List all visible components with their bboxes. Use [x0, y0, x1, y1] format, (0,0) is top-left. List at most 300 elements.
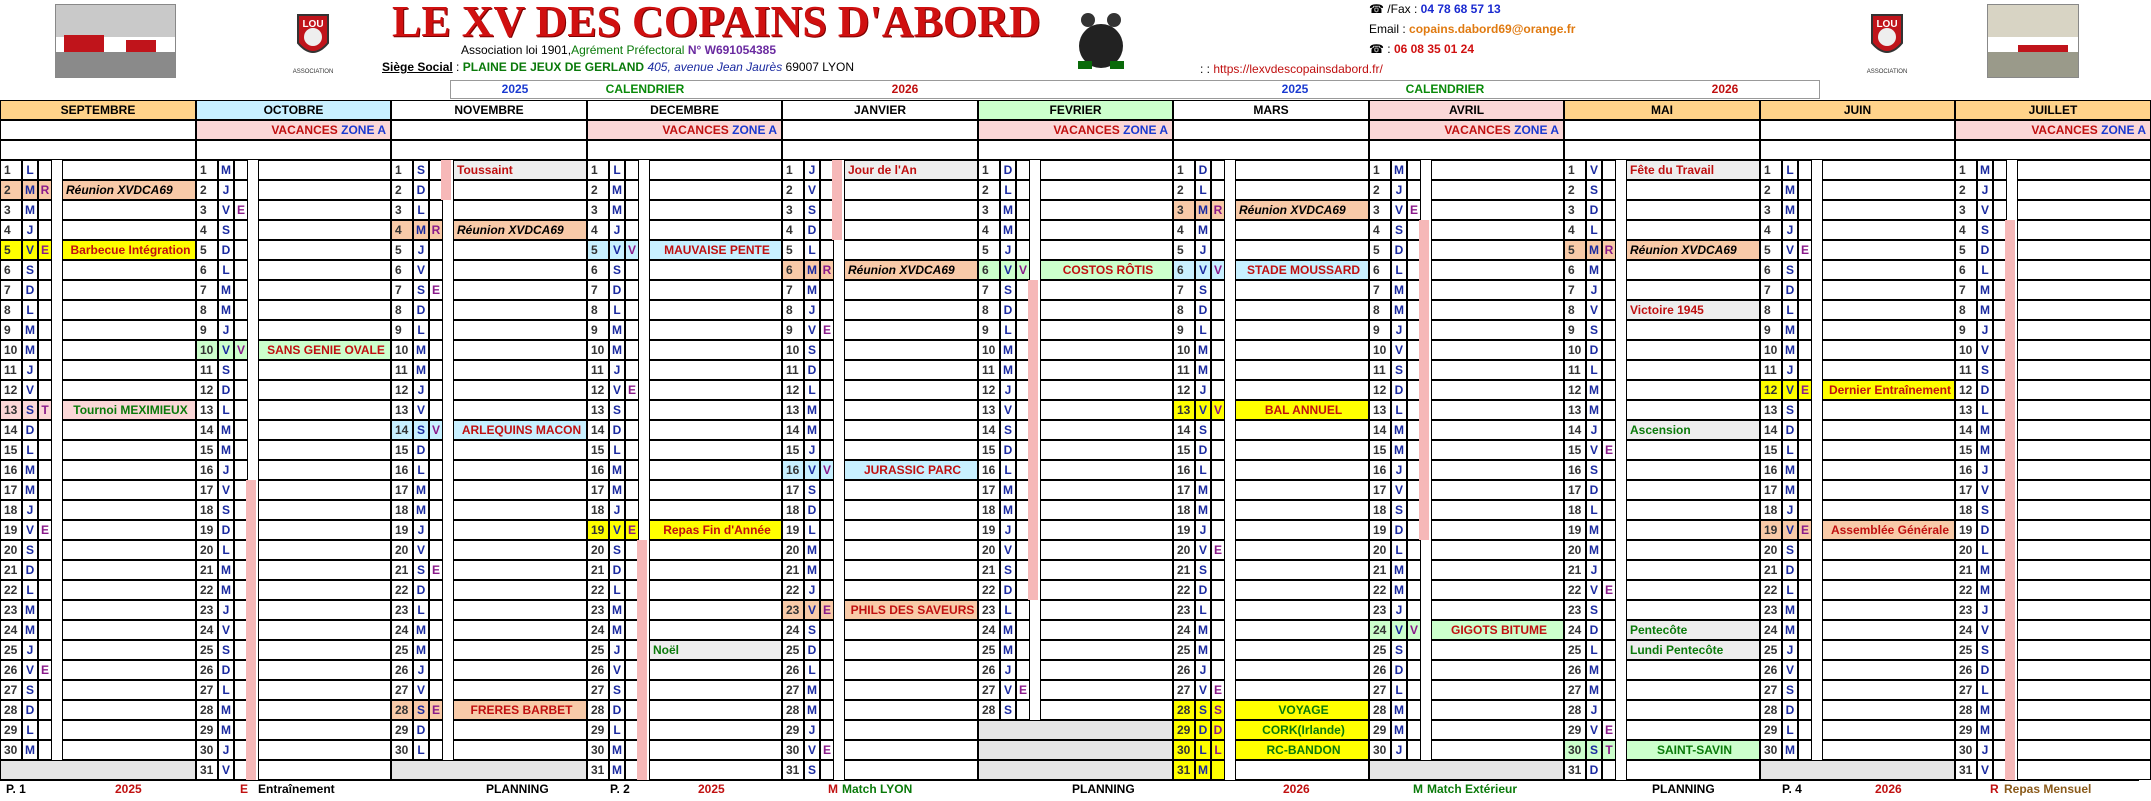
event-tag — [234, 420, 248, 440]
day-number: 19 — [1173, 520, 1195, 540]
event-label — [1822, 280, 1955, 300]
year-bar-label: 2025 — [501, 82, 529, 96]
day-letter: J — [609, 640, 625, 660]
event-tag — [1798, 700, 1812, 720]
day-number: 5 — [782, 240, 804, 260]
event-tag — [1407, 580, 1421, 600]
day-number: 12 — [1564, 380, 1586, 400]
day-number: 11 — [1955, 360, 1977, 380]
day-letter: D — [1391, 380, 1407, 400]
event-label — [2017, 720, 2151, 740]
event-tag: V — [1211, 400, 1225, 420]
event-label — [1040, 680, 1173, 700]
day-letter: V — [1977, 480, 1993, 500]
day-number: 6 — [391, 260, 413, 280]
day-letter: M — [804, 560, 820, 580]
event-label — [1431, 600, 1564, 620]
day-letter: L — [1586, 500, 1602, 520]
event-label — [258, 380, 391, 400]
event-label — [1431, 520, 1564, 540]
day-letter: S — [1391, 640, 1407, 660]
day-letter: S — [1977, 640, 1993, 660]
event-tag — [1602, 600, 1616, 620]
day-number: 16 — [1955, 460, 1977, 480]
day-letter: S — [609, 260, 625, 280]
event-label — [844, 540, 978, 560]
event-label — [649, 460, 782, 480]
event-label — [1040, 160, 1173, 180]
day-letter: D — [22, 700, 38, 720]
event-label — [1822, 260, 1955, 280]
month-header: AVRIL — [1369, 100, 1564, 120]
day-number: 3 — [1760, 200, 1782, 220]
event-label — [1431, 320, 1564, 340]
day-letter: S — [413, 700, 429, 720]
footer-item: 2026 — [1283, 782, 1310, 796]
clubhouse-photo-right — [1987, 4, 2079, 78]
event-label — [1626, 440, 1760, 460]
event-label — [844, 560, 978, 580]
event-tag — [1211, 460, 1225, 480]
day-letter: L — [1195, 320, 1211, 340]
day-number: 27 — [0, 680, 22, 700]
event-label — [649, 340, 782, 360]
event-tag — [1798, 360, 1812, 380]
event-label: Victoire 1945 — [1626, 300, 1760, 320]
event-label: Réunion XVDCA69 — [62, 180, 196, 200]
event-tag: E — [1407, 200, 1421, 220]
day-number: 4 — [1760, 220, 1782, 240]
day-letter: J — [1000, 240, 1016, 260]
event-label — [1040, 660, 1173, 680]
day-letter: D — [609, 560, 625, 580]
day-number: 9 — [1760, 320, 1782, 340]
event-label — [649, 300, 782, 320]
event-label — [62, 300, 196, 320]
day-letter: M — [22, 460, 38, 480]
event-tag — [429, 440, 443, 460]
day-letter: L — [804, 380, 820, 400]
day-letter: M — [804, 260, 820, 280]
day-number: 1 — [1173, 160, 1195, 180]
day-letter: V — [1391, 480, 1407, 500]
day-letter: D — [1977, 380, 1993, 400]
day-number: 7 — [0, 280, 22, 300]
event-tag: E — [234, 200, 248, 220]
event-label — [649, 540, 782, 560]
event-tag — [1798, 260, 1812, 280]
day-number: 27 — [196, 680, 218, 700]
day-number: 29 — [782, 720, 804, 740]
day-letter: M — [1977, 580, 1993, 600]
day-number: 20 — [782, 540, 804, 560]
event-label — [62, 660, 196, 680]
day-letter: L — [609, 300, 625, 320]
event-tag — [38, 260, 52, 280]
event-tag — [429, 580, 443, 600]
day-letter: V — [609, 660, 625, 680]
event-tag — [1798, 320, 1812, 340]
event-tag — [429, 540, 443, 560]
event-label — [1235, 160, 1369, 180]
day-letter: M — [1000, 620, 1016, 640]
event-label: ARLEQUINS MACON — [453, 420, 587, 440]
event-label — [258, 480, 391, 500]
month-header: NOVEMBRE — [391, 100, 587, 120]
event-label — [844, 700, 978, 720]
event-label — [1040, 180, 1173, 200]
event-tag — [38, 500, 52, 520]
event-label — [258, 220, 391, 240]
day-number: 5 — [391, 240, 413, 260]
day-number: 3 — [978, 200, 1000, 220]
day-letter: V — [1195, 260, 1211, 280]
day-number: 23 — [196, 600, 218, 620]
event-label — [649, 740, 782, 760]
day-letter: L — [1977, 680, 1993, 700]
event-label — [1235, 500, 1369, 520]
day-letter: M — [22, 320, 38, 340]
day-letter: M — [1391, 560, 1407, 580]
event-label — [1822, 160, 1955, 180]
vacances-label — [1955, 120, 2151, 140]
event-tag — [1798, 560, 1812, 580]
year-bar-label: 2026 — [891, 82, 919, 96]
event-tag — [1211, 300, 1225, 320]
day-number: 15 — [1955, 440, 1977, 460]
event-tag — [1602, 300, 1616, 320]
event-tag — [1798, 220, 1812, 240]
day-number: 23 — [978, 600, 1000, 620]
day-letter: D — [413, 180, 429, 200]
event-label — [1431, 560, 1564, 580]
day-number: 9 — [1955, 320, 1977, 340]
event-label — [258, 360, 391, 380]
event-label: Repas Fin d'Année — [649, 520, 782, 540]
event-label — [1822, 560, 1955, 580]
day-number: 26 — [978, 660, 1000, 680]
day-number: 21 — [1760, 560, 1782, 580]
day-letter: S — [609, 680, 625, 700]
day-number: 22 — [1369, 580, 1391, 600]
day-letter: S — [804, 340, 820, 360]
website[interactable]: : : https://lexvdescopainsdabord.fr/ — [1200, 62, 1383, 76]
event-label — [1822, 460, 1955, 480]
day-letter: V — [1586, 300, 1602, 320]
event-tag — [429, 240, 443, 260]
event-tag — [1407, 180, 1421, 200]
day-letter: M — [1391, 280, 1407, 300]
day-number: 28 — [1369, 700, 1391, 720]
month-spacer — [196, 140, 391, 160]
event-tag: E — [820, 740, 834, 760]
event-label — [258, 760, 391, 780]
day-number: 2 — [1173, 180, 1195, 200]
event-label — [2017, 740, 2151, 760]
event-tag — [234, 400, 248, 420]
event-label — [453, 240, 587, 260]
event-label — [258, 560, 391, 580]
day-letter: V — [413, 680, 429, 700]
day-letter: V — [609, 520, 625, 540]
day-letter: D — [609, 280, 625, 300]
vacation-bar — [1028, 280, 1038, 600]
day-number: 13 — [587, 400, 609, 420]
day-number: 15 — [1173, 440, 1195, 460]
day-number: 12 — [1173, 380, 1195, 400]
logo-bottom-text: ASSOCIATION — [292, 69, 334, 75]
event-tag — [1211, 420, 1225, 440]
event-label — [258, 520, 391, 540]
event-label — [1822, 700, 1955, 720]
day-letter: M — [1977, 160, 1993, 180]
event-tag — [1798, 740, 1812, 760]
event-tag — [38, 340, 52, 360]
day-letter: J — [22, 360, 38, 380]
day-letter: M — [1782, 480, 1798, 500]
day-letter: D — [1000, 160, 1016, 180]
day-number: 10 — [196, 340, 218, 360]
day-letter: D — [804, 500, 820, 520]
day-letter: M — [609, 320, 625, 340]
day-letter: S — [413, 560, 429, 580]
day-number: 30 — [196, 740, 218, 760]
event-label — [1235, 360, 1369, 380]
day-number: 15 — [1369, 440, 1391, 460]
month-spacer — [782, 140, 978, 160]
day-number: 27 — [1760, 680, 1782, 700]
event-label — [1040, 220, 1173, 240]
event-tag — [1798, 600, 1812, 620]
day-number: 25 — [391, 640, 413, 660]
event-label — [1040, 280, 1173, 300]
footer-item: PLANNING — [486, 782, 549, 796]
event-label — [1431, 720, 1564, 740]
day-letter: M — [218, 560, 234, 580]
day-number: 22 — [587, 580, 609, 600]
day-letter: D — [1195, 580, 1211, 600]
event-label — [1235, 320, 1369, 340]
day-letter: S — [413, 280, 429, 300]
event-tag: V — [1016, 260, 1030, 280]
day-letter: S — [22, 680, 38, 700]
day-letter: J — [1977, 460, 1993, 480]
event-tag — [1602, 280, 1616, 300]
day-letter: L — [609, 160, 625, 180]
month-header: FEVRIER — [978, 100, 1173, 120]
event-label — [1431, 700, 1564, 720]
event-tag — [234, 300, 248, 320]
event-tag — [234, 440, 248, 460]
day-number: 14 — [0, 420, 22, 440]
day-letter: M — [804, 700, 820, 720]
event-label — [1626, 220, 1760, 240]
day-number: 18 — [1955, 500, 1977, 520]
day-number: 27 — [782, 680, 804, 700]
year-bar-label: CALENDRIER — [1405, 82, 1485, 96]
event-tag — [234, 240, 248, 260]
event-tag — [38, 700, 52, 720]
day-letter: M — [1782, 340, 1798, 360]
vacances-label — [587, 120, 782, 140]
zone-word: ZONE A — [1514, 123, 1559, 137]
event-label: Jour de l'An — [844, 160, 978, 180]
vacances-word: VACANCES — [1053, 123, 1124, 137]
day-number: 10 — [0, 340, 22, 360]
event-label — [453, 640, 587, 660]
day-number: 17 — [587, 480, 609, 500]
event-tag — [234, 260, 248, 280]
footer-item: 2025 — [698, 782, 725, 796]
event-label — [1626, 700, 1760, 720]
day-letter: V — [1000, 680, 1016, 700]
event-label: Réunion XVDCA69 — [1235, 200, 1369, 220]
day-letter: L — [1391, 400, 1407, 420]
event-label: Barbecue Intégration — [62, 240, 196, 260]
day-letter: S — [1000, 420, 1016, 440]
event-tag: V — [625, 240, 639, 260]
day-number: 21 — [1564, 560, 1586, 580]
day-letter: S — [1195, 560, 1211, 580]
event-label — [649, 380, 782, 400]
event-tag — [1211, 280, 1225, 300]
day-letter: V — [609, 380, 625, 400]
event-label — [844, 520, 978, 540]
event-tag — [625, 300, 639, 320]
event-tag — [38, 620, 52, 640]
day-number: 31 — [782, 760, 804, 780]
day-number: 24 — [1173, 620, 1195, 640]
day-number: 5 — [1173, 240, 1195, 260]
day-letter: M — [413, 640, 429, 660]
footer-item: PLANNING — [1072, 782, 1135, 796]
day-number: 29 — [1760, 720, 1782, 740]
day-number: 24 — [1369, 620, 1391, 640]
event-label — [1626, 460, 1760, 480]
day-letter: S — [1977, 500, 1993, 520]
event-label — [1431, 160, 1564, 180]
event-label — [1822, 360, 1955, 380]
day-letter: L — [804, 520, 820, 540]
day-number: 9 — [196, 320, 218, 340]
event-tag — [1602, 700, 1616, 720]
event-label — [258, 180, 391, 200]
day-letter: M — [218, 720, 234, 740]
event-label — [1626, 520, 1760, 540]
day-number: 23 — [1564, 600, 1586, 620]
day-number: 10 — [1955, 340, 1977, 360]
day-number: 15 — [391, 440, 413, 460]
event-tag — [820, 680, 834, 700]
event-tag — [1602, 680, 1616, 700]
day-number: 11 — [1369, 360, 1391, 380]
event-label — [453, 320, 587, 340]
day-letter: M — [804, 680, 820, 700]
day-letter: S — [1586, 180, 1602, 200]
day-number: 24 — [978, 620, 1000, 640]
day-letter: D — [1195, 440, 1211, 460]
day-number: 2 — [587, 180, 609, 200]
day-letter: M — [609, 480, 625, 500]
day-number: 2 — [782, 180, 804, 200]
day-number: 28 — [196, 700, 218, 720]
event-label — [62, 580, 196, 600]
event-label: CORK(Irlande) — [1235, 720, 1369, 740]
day-number: 7 — [587, 280, 609, 300]
day-letter: S — [22, 540, 38, 560]
logo-top-text: LOU — [1876, 19, 1898, 30]
day-letter: V — [22, 380, 38, 400]
event-label — [453, 620, 587, 640]
day-number: 2 — [978, 180, 1000, 200]
day-letter: J — [413, 660, 429, 680]
day-letter: S — [1782, 260, 1798, 280]
event-label — [1235, 460, 1369, 480]
day-letter: L — [413, 320, 429, 340]
event-tag: E — [1798, 240, 1812, 260]
day-letter: M — [218, 300, 234, 320]
event-label — [844, 340, 978, 360]
event-tag — [429, 300, 443, 320]
event-tag — [1211, 180, 1225, 200]
event-label — [2017, 580, 2151, 600]
day-number: 1 — [978, 160, 1000, 180]
day-letter: J — [1391, 180, 1407, 200]
event-label — [844, 220, 978, 240]
event-tag — [1798, 620, 1812, 640]
event-label: STADE MOUSSARD — [1235, 260, 1369, 280]
event-label — [2017, 320, 2151, 340]
day-letter: M — [413, 500, 429, 520]
event-label — [1040, 240, 1173, 260]
event-label — [844, 200, 978, 220]
day-letter: S — [413, 160, 429, 180]
event-label — [258, 300, 391, 320]
event-label: Assemblée Générale — [1822, 520, 1955, 540]
event-label — [1626, 560, 1760, 580]
day-letter: V — [218, 200, 234, 220]
day-letter: J — [218, 460, 234, 480]
day-number: 28 — [1955, 700, 1977, 720]
event-label — [62, 700, 196, 720]
event-label: Tournoi MEXIMIEUX — [62, 400, 196, 420]
day-letter: J — [804, 160, 820, 180]
event-label — [2017, 340, 2151, 360]
day-number: 27 — [978, 680, 1000, 700]
event-tag: T — [1602, 740, 1616, 760]
day-letter: D — [1195, 160, 1211, 180]
event-tag — [234, 280, 248, 300]
event-tag — [625, 460, 639, 480]
event-tag — [1407, 680, 1421, 700]
day-number: 10 — [1564, 340, 1586, 360]
day-letter: M — [22, 200, 38, 220]
day-number: 1 — [782, 160, 804, 180]
day-number: 23 — [1173, 600, 1195, 620]
event-tag — [625, 160, 639, 180]
day-number: 1 — [587, 160, 609, 180]
day-letter: M — [609, 740, 625, 760]
day-number: 28 — [1564, 700, 1586, 720]
day-letter: S — [1195, 700, 1211, 720]
event-label — [1822, 400, 1955, 420]
day-number: 3 — [391, 200, 413, 220]
day-letter: M — [1977, 720, 1993, 740]
day-number: 15 — [196, 440, 218, 460]
event-tag — [820, 380, 834, 400]
day-number: 10 — [978, 340, 1000, 360]
day-number: 22 — [391, 580, 413, 600]
